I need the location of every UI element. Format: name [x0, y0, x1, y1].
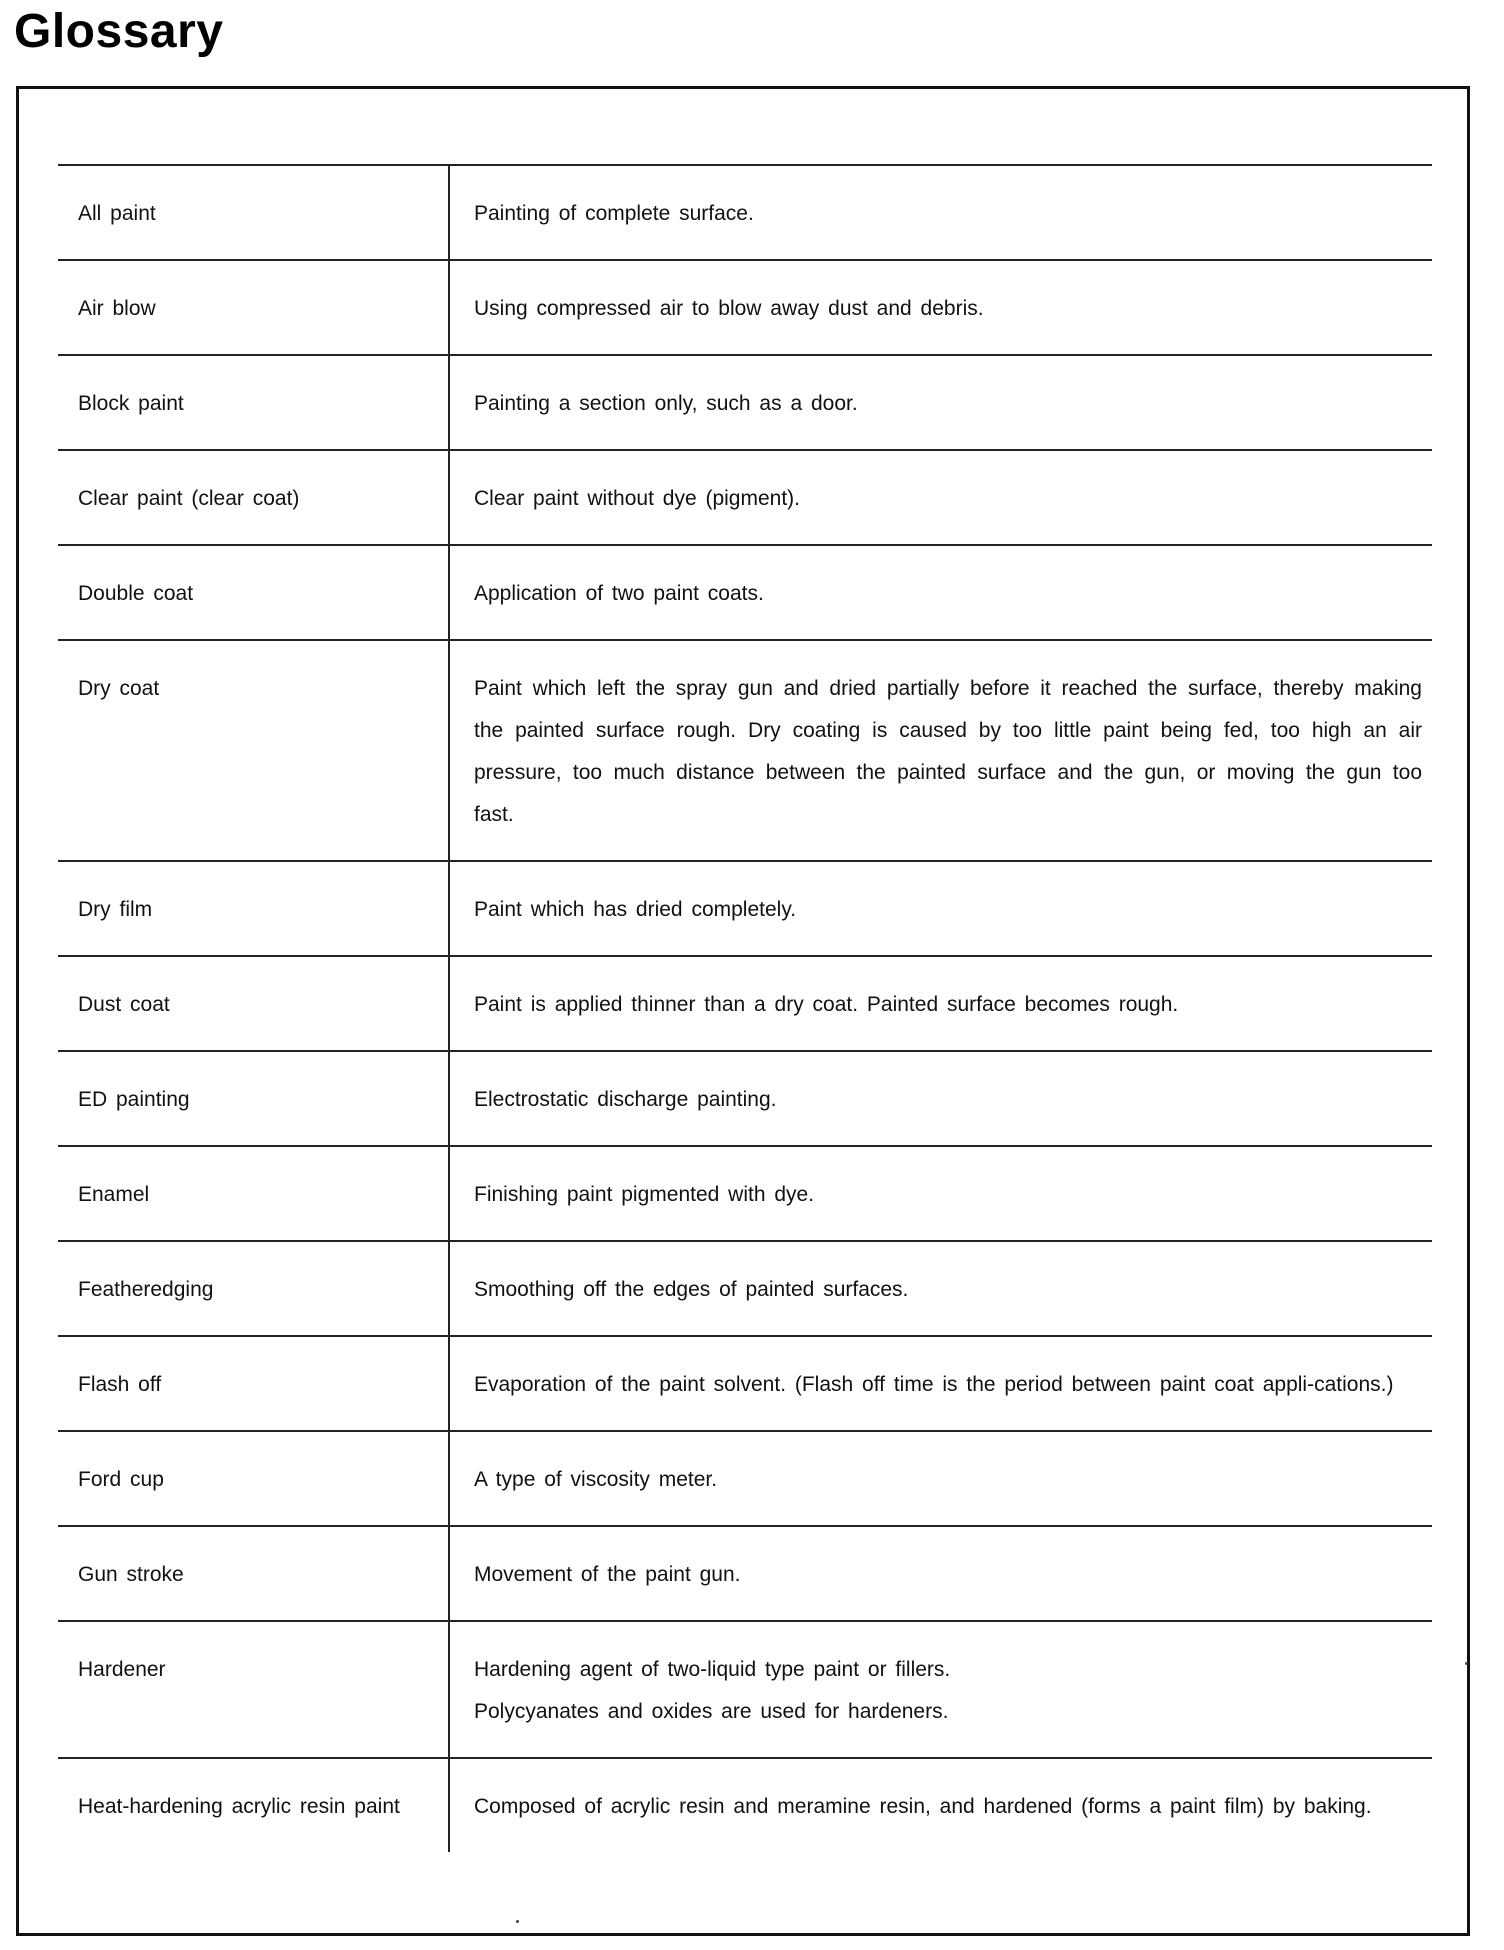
definition-line: Paint is applied thinner than a dry coat. Painted surface becomes rough. [474, 993, 1179, 1016]
glossary-definition [450, 451, 1432, 544]
definition-line: Hardening agent of two-liquid type paint or fillers. [474, 1658, 951, 1681]
definition-line: Painting a section only, such as a door. [474, 392, 858, 415]
definition-line: Paint which has dried completely. [474, 898, 797, 921]
glossary-row-dry-coat [58, 641, 1432, 862]
glossary-definition [450, 1759, 1432, 1852]
glossary-term: Block paint [58, 356, 450, 449]
glossary-definition [450, 1052, 1432, 1145]
glossary-row-double-coat [58, 546, 1432, 641]
glossary-definition [450, 862, 1432, 955]
definition-line: Polycyanates and oxides are used for hardeners. [474, 1700, 949, 1723]
definition-line: Movement of the paint gun. [474, 1563, 741, 1586]
glossary-definition [450, 1622, 1432, 1757]
definition-line: Paint which left the spray gun and dried partially before it reached the surface, thereby making the painted surface rough. Dry coating is caused by too little paint being fed, too high an air pressure, too much distance between the painted surface and the gun, or moving the gun too fast. [474, 677, 1422, 826]
definition-line: Composed of acrylic resin and meramine resin, and hardened (forms a paint film) by baking. [474, 1795, 1372, 1818]
definition-line: Painting of complete surface. [474, 202, 754, 225]
glossary-definition [450, 356, 1432, 449]
glossary-definition [450, 1337, 1432, 1430]
glossary-term: Heat-hardening acrylic resin paint [58, 1759, 450, 1852]
definition-line: Evaporation of the paint solvent. (Flash off time is the period between paint coat appli-cations.) [474, 1373, 1394, 1396]
glossary-term: Double coat [58, 546, 450, 639]
glossary-definition [450, 1147, 1432, 1240]
definition-line: Using compressed air to blow away dust and debris. [474, 297, 984, 320]
stray-dot-mark [516, 1920, 519, 1923]
definition-line: Finishing paint pigmented with dye. [474, 1183, 815, 1206]
glossary-term: Air blow [58, 261, 450, 354]
page-title: Glossary [14, 5, 224, 58]
definition-line: Smoothing off the edges of painted surfaces. [474, 1278, 909, 1301]
glossary-term: Featheredging [58, 1242, 450, 1335]
glossary-definition [450, 641, 1432, 860]
glossary-term: Flash off [58, 1337, 450, 1430]
glossary-row-flash-off [58, 1337, 1432, 1432]
glossary-row-ford-cup [58, 1432, 1432, 1527]
glossary-term: ED painting [58, 1052, 450, 1145]
glossary-row-dust-coat [58, 957, 1432, 1052]
glossary-definition [450, 1527, 1432, 1620]
glossary-term: Enamel [58, 1147, 450, 1240]
glossary-row-hardener [58, 1622, 1432, 1759]
glossary-row-air-blow [58, 261, 1432, 356]
glossary-row-all-paint [58, 166, 1432, 261]
glossary-row-clear-paint [58, 451, 1432, 546]
glossary-row-block-paint [58, 356, 1432, 451]
glossary-row-enamel [58, 1147, 1432, 1242]
glossary-definition [450, 1242, 1432, 1335]
glossary-row-ed-painting [58, 1052, 1432, 1147]
definition-line: A type of viscosity meter. [474, 1468, 718, 1491]
glossary-definition [450, 957, 1432, 1050]
glossary-row-gun-stroke [58, 1527, 1432, 1622]
glossary-term: Dry coat [58, 641, 450, 860]
glossary-row-heat-hardening-acrylic-resin-paint [58, 1759, 1432, 1852]
glossary-term: Gun stroke [58, 1527, 450, 1620]
glossary-definition [450, 166, 1432, 259]
glossary-row-dry-film [58, 862, 1432, 957]
definition-line: Electrostatic discharge painting. [474, 1088, 777, 1111]
glossary-definition [450, 546, 1432, 639]
glossary-table [58, 164, 1432, 1852]
definition-line: Application of two paint coats. [474, 582, 764, 605]
definition-line: Clear paint without dye (pigment). [474, 487, 800, 510]
glossary-term: Hardener [58, 1622, 450, 1757]
glossary-term: Dry film [58, 862, 450, 955]
glossary-term: All paint [58, 166, 450, 259]
glossary-term: Ford cup [58, 1432, 450, 1525]
glossary-definition [450, 261, 1432, 354]
glossary-term: Clear paint (clear coat) [58, 451, 450, 544]
glossary-definition [450, 1432, 1432, 1525]
glossary-term: Dust coat [58, 957, 450, 1050]
glossary-row-featheredging [58, 1242, 1432, 1337]
stray-dot-mark [1465, 1662, 1468, 1665]
